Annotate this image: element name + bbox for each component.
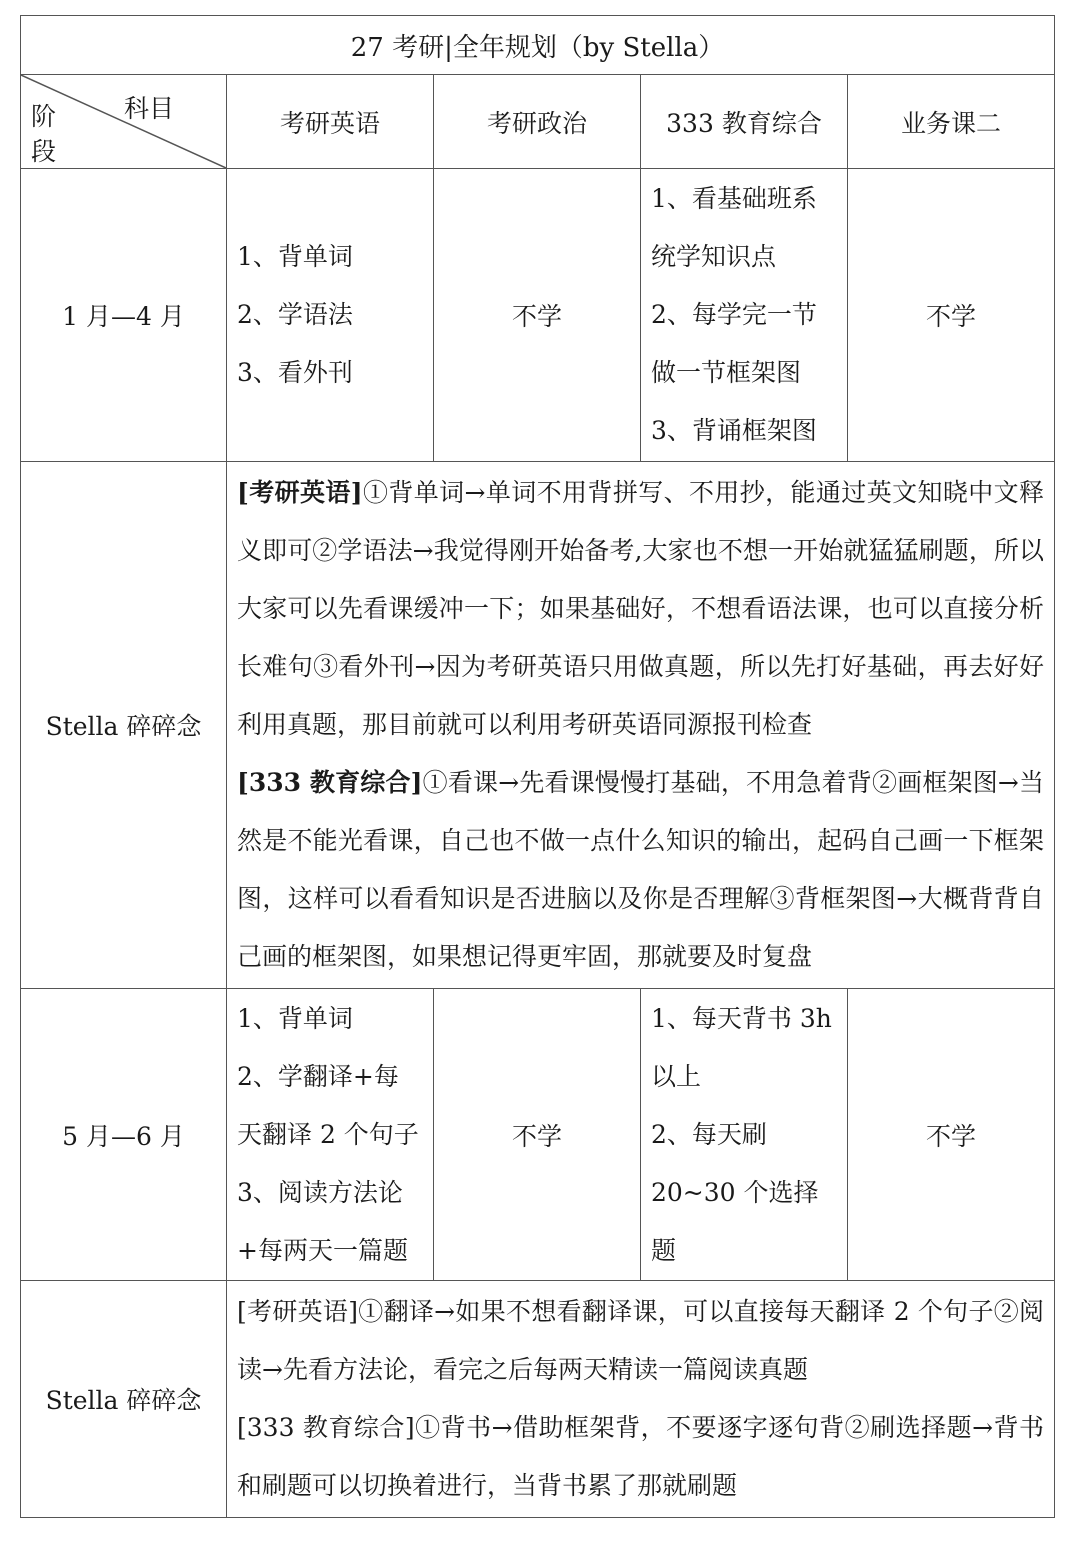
list-item: 2、每天刷 20~30 个选择题	[651, 1119, 819, 1265]
list-item: 1、每天背书 3h 以上	[651, 1003, 832, 1091]
corner-header-cell	[21, 75, 227, 169]
english-note	[237, 464, 1044, 754]
header-course2: 业务课二	[848, 75, 1055, 169]
stage-label: 1 月—4 月	[21, 169, 227, 462]
header-english: 考研英语	[227, 75, 434, 169]
list-item: 1、背单词	[237, 1003, 353, 1033]
list-item: 3、背诵框架图	[651, 416, 817, 445]
course2-plan-cell: 不学	[848, 989, 1055, 1281]
edu-note-tag: [333 教育综合]	[237, 768, 423, 797]
stage-row-1	[21, 169, 1055, 462]
corner-stage-label-2: 段	[31, 137, 57, 166]
stage-label: 5 月—6 月	[21, 989, 227, 1281]
corner-stage-label-1: 阶	[31, 102, 57, 131]
header-politics: 考研政治	[434, 75, 641, 169]
course2-plan-cell: 不学	[848, 169, 1055, 462]
study-plan-table	[20, 15, 1055, 1518]
table-title: 27 考研|全年规划（by Stella）	[21, 16, 1055, 75]
english-note-text: ①翻译→如果不想看翻译课，可以直接每天翻译 2 个句子②阅读→先看方法论，看完之后每两天精读一篇阅读真题	[237, 1297, 1045, 1384]
english-note-text: ①背单词→单词不用背拼写、不用抄，能通过英文知晓中文释义即可②学语法→我觉得刚开始备考,大家也不想一开始就猛猛刷题，所以大家可以先看课缓冲一下；如果基础好，不想看语法课，也可以直接分析长难句③看外刊→因为考研英语只用做真题，所以先打好基础，再去好好利用真题，那目前就可以利用考研英语同源报刊检查	[237, 478, 1045, 739]
politics-plan-cell: 不学	[434, 169, 641, 462]
notes-cell	[227, 1281, 1055, 1518]
edu-plan-cell	[641, 169, 848, 462]
list-item: 2、学翻译+每天翻译 2 个句子	[237, 1061, 419, 1149]
list-item: 3、阅读方法论+每两天一篇题	[237, 1177, 408, 1265]
notes-row-1	[21, 462, 1055, 989]
english-plan-cell	[227, 989, 434, 1281]
english-note-tag: [考研英语]	[237, 478, 363, 507]
edu-note-tag: [333 教育综合]	[237, 1413, 415, 1442]
list-item: 2、学语法	[237, 300, 353, 329]
stage-row-2	[21, 989, 1055, 1281]
english-note-tag: [考研英语]	[237, 1297, 358, 1326]
english-note	[237, 1283, 1044, 1399]
edu-note-text: ①背书→借助框架背，不要逐字逐句背②刷选择题→背书和刷题可以切换着进行，当背书累了那就刷题	[237, 1413, 1045, 1500]
edu-note	[237, 754, 1044, 986]
notes-label: Stella 碎碎念	[21, 462, 227, 989]
notes-cell	[227, 462, 1055, 989]
list-item: 3、看外刊	[237, 358, 353, 387]
notes-row-2	[21, 1281, 1055, 1518]
english-plan-cell	[227, 169, 434, 462]
notes-label: Stella 碎碎念	[21, 1281, 227, 1518]
edu-note	[237, 1399, 1044, 1515]
title-row	[21, 16, 1055, 75]
list-item: 2、每学完一节做一节框架图	[651, 300, 817, 387]
list-item: 1、背单词	[237, 242, 353, 271]
header-edu: 333 教育综合	[641, 75, 848, 169]
list-item: 1、看基础班系统学知识点	[651, 184, 817, 271]
politics-plan-cell: 不学	[434, 989, 641, 1281]
edu-plan-cell	[641, 989, 848, 1281]
edu-note-text: ①看课→先看课慢慢打基础，不用急着背②画框架图→当然是不能光看课，自己也不做一点什么知识的输出，起码自己画一下框架图，这样可以看看知识是否进脑以及你是否理解③背框架图→大概背背自己画的框架图，如果想记得更牢固，那就要及时复盘	[237, 768, 1045, 971]
header-row	[21, 75, 1055, 169]
corner-subject-label: 科目	[123, 94, 174, 123]
